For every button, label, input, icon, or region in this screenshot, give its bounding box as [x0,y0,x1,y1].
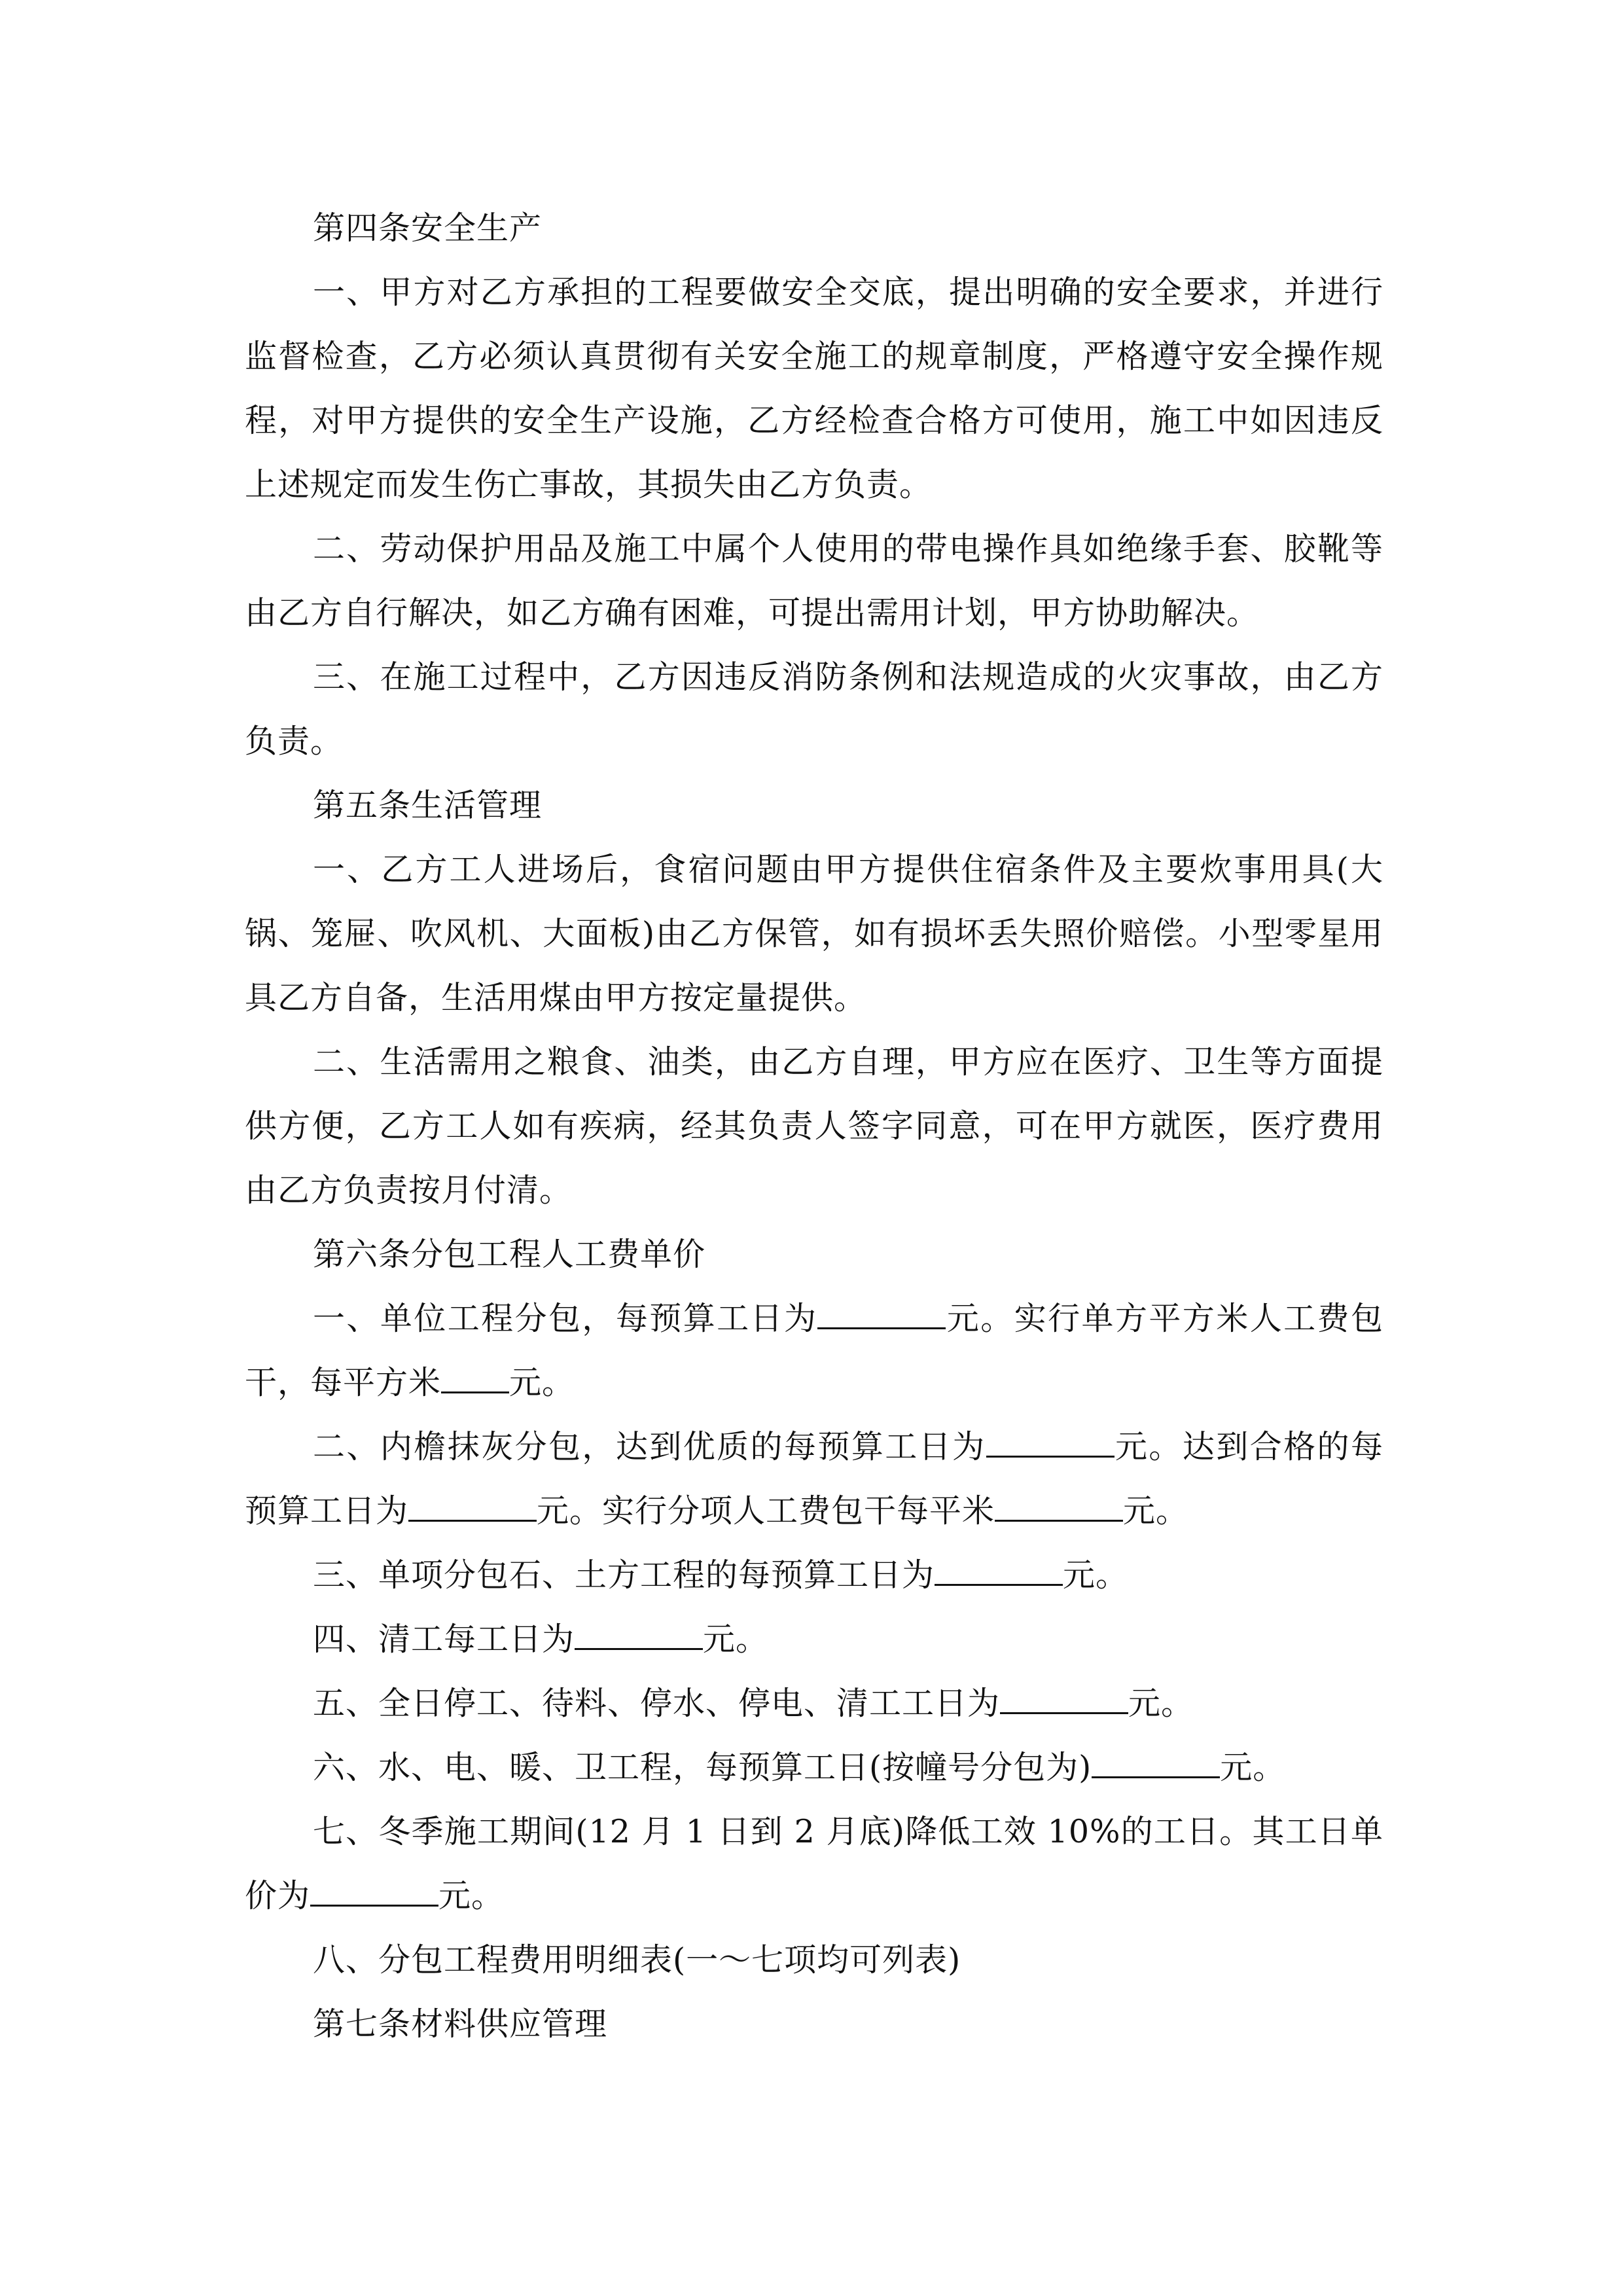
item-2-text-c: 元。实行分项人工费包干每平米 [537,1492,995,1530]
article-4-heading: 第四条安全生产 [313,209,543,247]
item-4-text-b: 元。 [703,1621,769,1658]
item-7-text-a: 七、冬季施工期间(12 月 1 日到 2 月底)降低工效 10%的工日。其工日单价为 [245,1813,1383,1914]
item-5-text-b: 元。 [1128,1685,1194,1722]
article-6-item-1 [245,1287,1383,1415]
article-4-clause-2: 二、劳动保护用品及施工中属个人使用的带电操作具如绝缘手套、胶靴等由乙方自行解决，如乙方确有困难，可提出需用计划，甲方协助解决。 [245,530,1383,632]
item-2-text-a: 二、内檐抹灰分包，达到优质的每预算工日为 [313,1428,986,1465]
article-6-item-3 [245,1543,1383,1607]
item-3-text-a: 三、单项分包石、土方工程的每预算工日为 [313,1556,935,1594]
article-6-item-2 [245,1415,1383,1543]
article-4-clause-1: 一、甲方对乙方承担的工程要做安全交底，提出明确的安全要求，并进行监督检查，乙方必须认真贯彻有关安全施工的规章制度，严格遵守安全操作规程，对甲方提供的安全生产设施，乙方经检查合格方可使用，施工中如因违反上述规定而发生伤亡事故，其损失由乙方负责。 [245,274,1383,503]
blank-line [986,1427,1115,1458]
item-5-text-a: 五、全日停工、待料、停水、停电、清工工日为 [313,1685,1001,1722]
blank-line [1000,1683,1128,1714]
blank-line [310,1876,438,1907]
item-1-text-c: 元。 [509,1364,575,1401]
item-7-text-b: 元。 [438,1877,505,1914]
blank-line [817,1299,946,1329]
item-6-text-b: 元。 [1220,1749,1286,1786]
article-7-heading: 第七条材料供应管理 [313,2005,608,2043]
item-2-text-b: 元。达到合格的每预算工日为 [245,1428,1383,1530]
item-6-text-a: 六、水、电、暖、卫工程，每预算工日(按幢号分包为) [313,1749,1092,1786]
blank-line [1092,1748,1220,1778]
item-3-text-b: 元。 [1063,1556,1129,1594]
article-5-heading: 第五条生活管理 [313,787,543,824]
article-6-item-8: 八、分包工程费用明细表(一～七项均可列表) [313,1941,961,1979]
blank-line [441,1363,509,1393]
article-5-clause-2: 二、生活需用之粮食、油类，由乙方自理，甲方应在医疗、卫生等方面提供方便，乙方工人如有疾病，经其负责人签字同意，可在甲方就医，医疗费用由乙方负责按月付清。 [245,1043,1383,1209]
article-6-item-6 [245,1736,1383,1800]
article-4-clause-3: 三、在施工过程中，乙方因违反消防条例和法规造成的火灾事故，由乙方负责。 [245,658,1383,760]
item-2-text-d: 元。 [1123,1492,1189,1530]
article-6-item-7 [245,1800,1383,1928]
article-5-clause-1: 一、乙方工人进场后，食宿问题由甲方提供住宿条件及主要炊事用具(大锅、笼屉、吹风机、大面板)由乙方保管，如有损坏丢失照价赔偿。小型零星用具乙方自备，生活用煤由甲方按定量提供。 [245,851,1383,1016]
blank-line [935,1555,1063,1586]
item-1-text-b: 元。实行单方平方米人工费包干，每平方米 [245,1300,1383,1401]
article-6-item-5 [245,1672,1383,1736]
document-body [245,196,1383,2056]
item-4-text-a: 四、清工每工日为 [313,1621,575,1658]
item-1-text-a: 一、单位工程分包，每预算工日为 [313,1300,818,1337]
article-6-item-4 [245,1607,1383,1672]
blank-line [575,1619,703,1650]
blank-line [995,1491,1123,1522]
article-6-heading: 第六条分包工程人工费单价 [313,1236,706,1273]
blank-line [408,1491,537,1522]
